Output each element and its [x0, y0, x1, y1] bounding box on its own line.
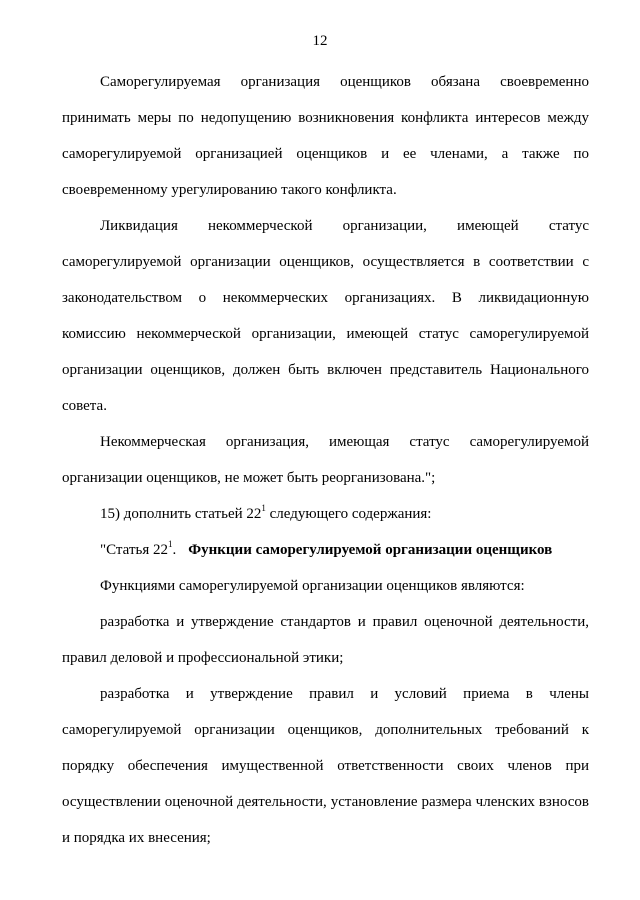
- paragraph-function-membership: разработка и утверждение правил и условий приема в члены саморегулируемой организации оценщиков, дополнительных требований к порядку обеспечения имущественной ответственности своих членов при осуществлении оценочной деятельности, установление размера членских взносов и порядка их внесения;: [62, 686, 589, 846]
- document-body: [62, 64, 589, 856]
- amendment-superscript: 1: [261, 503, 266, 513]
- article-superscript: 1: [167, 539, 173, 549]
- paragraph-function-standards: разработка и утверждение стандартов и правил оценочной деятельности, правил деловой и профессиональной этики;: [62, 614, 589, 666]
- article-heading: [62, 532, 589, 568]
- amendment-text: 15) дополнить статьей 22: [100, 506, 262, 522]
- paragraph-functions-intro: Функциями саморегулируемой организации оценщиков являются:: [100, 578, 525, 594]
- page-number: 12: [312, 33, 328, 49]
- article-number-dot: .: [172, 542, 177, 558]
- paragraph-amendment-15: [62, 496, 589, 532]
- paragraph-conflict-of-interest: Саморегулируемая организация оценщиков обязана своевременно принимать меры по недопущению возникновения конфликта интересов между саморегулируемой организацией оценщиков и ее членами, а также по своевременному урегулированию такого конфликта.: [62, 74, 589, 198]
- paragraph-reorganization: Некоммерческая организация, имеющая статус саморегулируемой организации оценщиков, не может быть реорганизована.";: [62, 434, 589, 486]
- paragraph-liquidation: Ликвидация некоммерческой организации, имеющей статус саморегулируемой организации оценщиков, осуществляется в соответствии с законодательством о некоммерческих организациях. В ликвидационную комиссию некоммерческой организации, имеющей статус саморегулируемой организации оценщиков, должен быть включен представитель Национального совета.: [62, 218, 589, 414]
- article-number: "Статья 22: [100, 542, 168, 558]
- amendment-text-tail: следующего содержания:: [265, 506, 432, 522]
- article-title: Функции саморегулируемой организации оценщиков: [188, 542, 553, 558]
